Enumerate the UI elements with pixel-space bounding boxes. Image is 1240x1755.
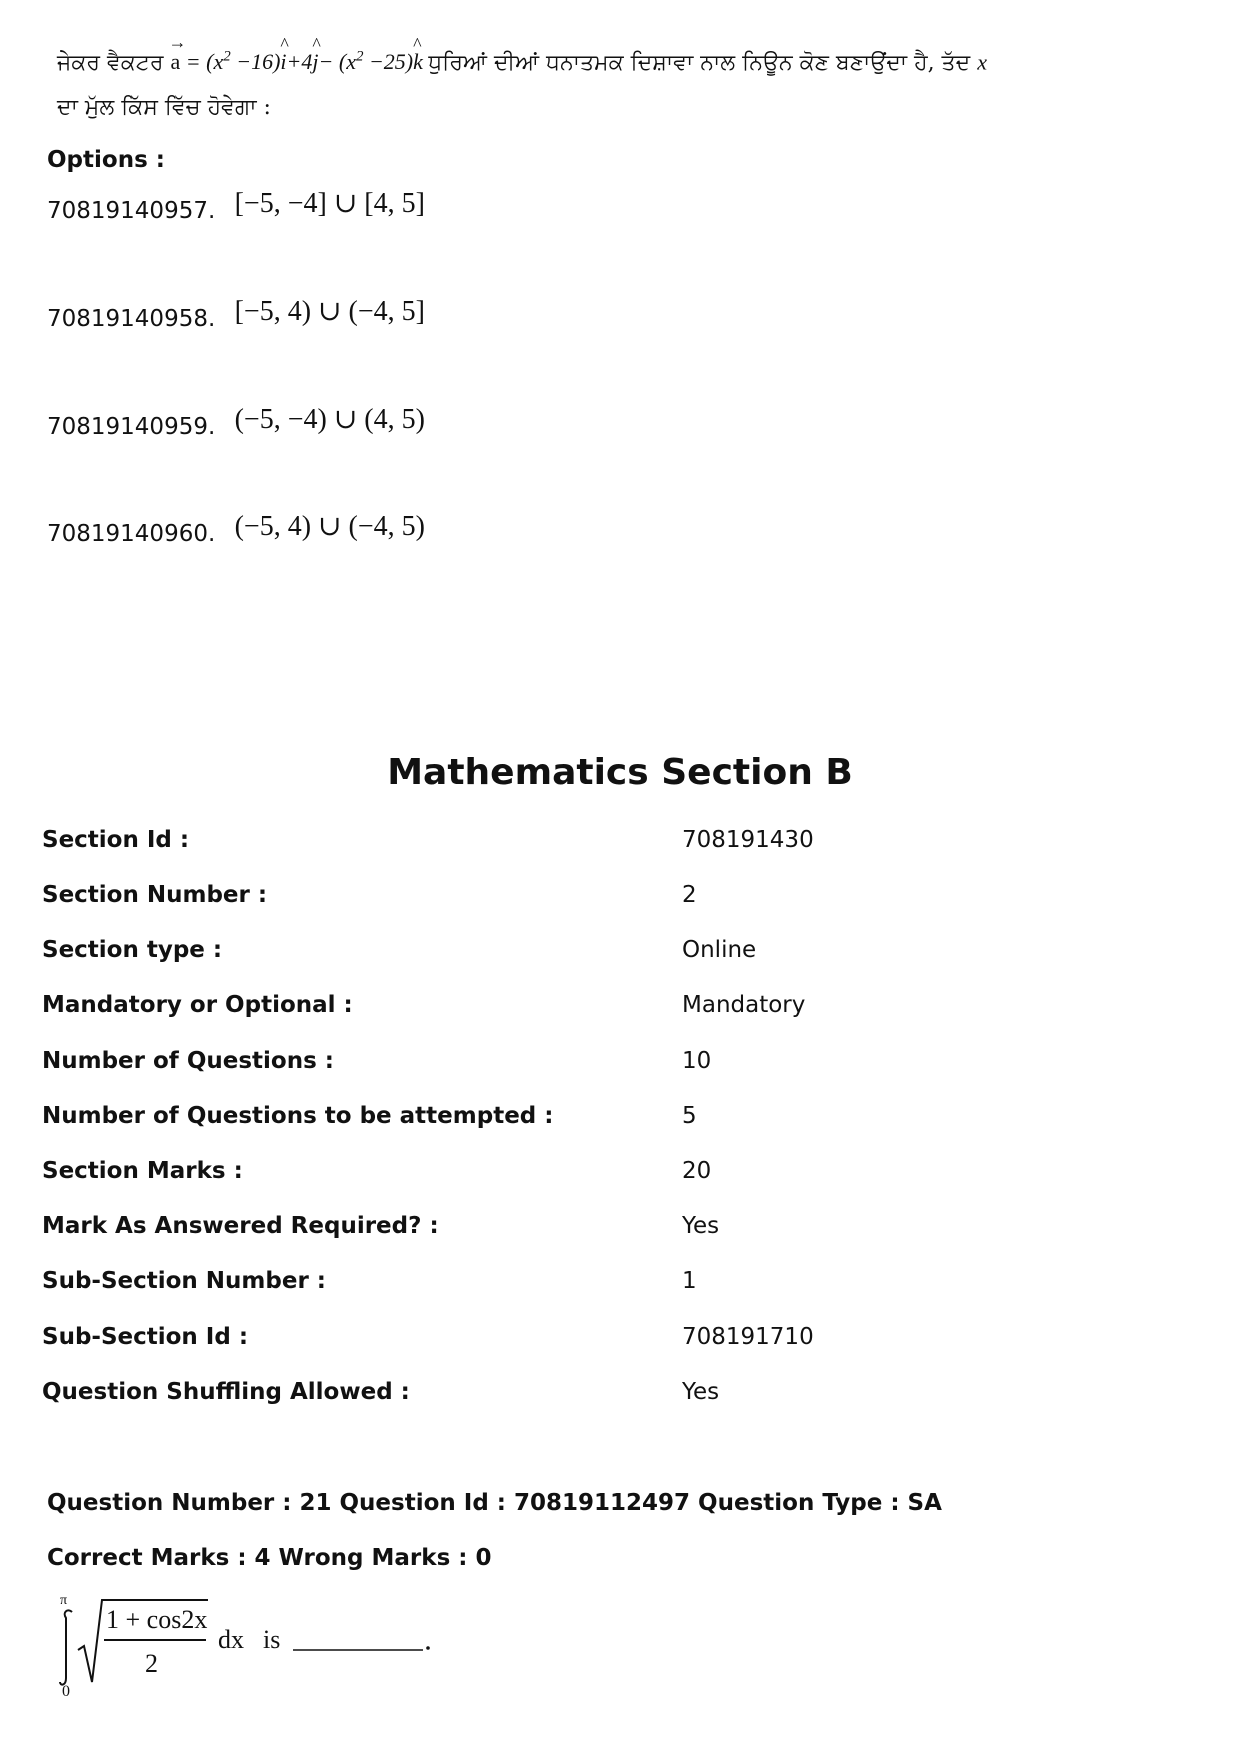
integral-tail: is (263, 1625, 281, 1654)
question-marks: Correct Marks : 4 Wrong Marks : 0 (47, 1545, 492, 1571)
row-value: Yes (682, 1213, 720, 1239)
row-value: Online (682, 937, 757, 963)
option-id: 70819140958. (47, 306, 216, 332)
row-label: Section Marks : (42, 1158, 243, 1184)
row-label: Mandatory or Optional : (42, 992, 353, 1018)
row-label: Section Id : (42, 827, 190, 853)
row-value: 2 (682, 882, 697, 908)
option-id: 70819140959. (47, 414, 216, 440)
row-label: Section type : (42, 937, 223, 963)
section-row-section-number (42, 882, 1202, 918)
question-variable: x (977, 49, 987, 75)
row-value: Mandatory (682, 992, 806, 1018)
row-label: Section Number : (42, 882, 268, 908)
option-1[interactable] (47, 188, 425, 228)
section-row-questions-to-attempt (42, 1103, 1202, 1139)
section-row-shuffling (42, 1379, 1202, 1415)
row-value: 708191430 (682, 827, 814, 853)
row-value: 20 (682, 1158, 712, 1184)
section-row-sub-section-number (42, 1268, 1202, 1304)
question-text-line1 (57, 42, 1157, 78)
option-value: (−5, −4) ∪ (4, 5) (234, 404, 425, 435)
question-text-line2: ਦਾ ਮੁੱਲ ਕਿੱਸ ਵਿੱਚ ਹੋਵੇਗਾ : (57, 95, 271, 120)
question-prefix: ਜੇਕਰ ਵੈਕਟਰ (57, 50, 164, 76)
section-row-section-marks (42, 1158, 1202, 1194)
row-value: 5 (682, 1103, 697, 1129)
option-4[interactable] (47, 511, 425, 551)
section-row-mark-as-answered (42, 1213, 1202, 1249)
section-row-section-id (42, 827, 1202, 863)
row-label: Number of Questions : (42, 1048, 334, 1074)
row-value: Yes (682, 1379, 720, 1405)
option-value: [−5, −4] ∪ [4, 5] (234, 188, 425, 219)
question-suffix: ਧੁਰਿਆਂ ਦੀਆਂ ਧਨਾਤਮਕ ਦਿਸ਼ਾਵਾ ਨਾਲ ਨਿਊਨ ਕੋਣ ਬਣਾਉਂਦਾ ਹੈ, ਤੱਦ (428, 50, 971, 76)
integral-lower-limit: 0 (62, 1683, 70, 1700)
fraction-denominator: 2 (145, 1649, 158, 1678)
option-value: [−5, 4) ∪ (−4, 5] (234, 296, 425, 327)
integral-sign (60, 1610, 72, 1684)
row-label: Number of Questions to be attempted : (42, 1103, 554, 1129)
question-header: Question Number : 21 Question Id : 70819112497 Question Type : SA (47, 1490, 942, 1516)
option-value: (−5, 4) ∪ (−4, 5) (234, 511, 425, 542)
row-value: 708191710 (682, 1324, 814, 1350)
section-row-sub-section-id (42, 1324, 1202, 1360)
row-value: 1 (682, 1268, 697, 1294)
option-id: 70819140960. (47, 521, 216, 547)
integral-differential: dx (218, 1625, 244, 1654)
options-label: Options : (47, 147, 165, 173)
section-row-number-of-questions (42, 1048, 1202, 1084)
answer-blank-dot (426, 1646, 430, 1650)
fraction-numerator: 1 + cos2x (106, 1605, 208, 1634)
section-row-section-type (42, 937, 1202, 973)
row-label: Question Shuffling Allowed : (42, 1379, 410, 1405)
option-2[interactable] (47, 296, 425, 336)
option-3[interactable] (47, 404, 425, 444)
option-id: 70819140957. (47, 198, 216, 224)
row-value: 10 (682, 1048, 712, 1074)
row-label: Sub-Section Number : (42, 1268, 327, 1294)
row-label: Sub-Section Id : (42, 1324, 249, 1350)
row-label: Mark As Answered Required? : (42, 1213, 439, 1239)
integral-upper-limit: π (60, 1593, 68, 1608)
integral-expression (58, 1590, 478, 1700)
vector-expression: → $a = (x^2$ −16)^ i+4^ $j- (x^2$ −25)^ k (171, 49, 429, 74)
section-row-mandatory (42, 992, 1202, 1028)
section-title: Mathematics Section B (387, 752, 853, 793)
